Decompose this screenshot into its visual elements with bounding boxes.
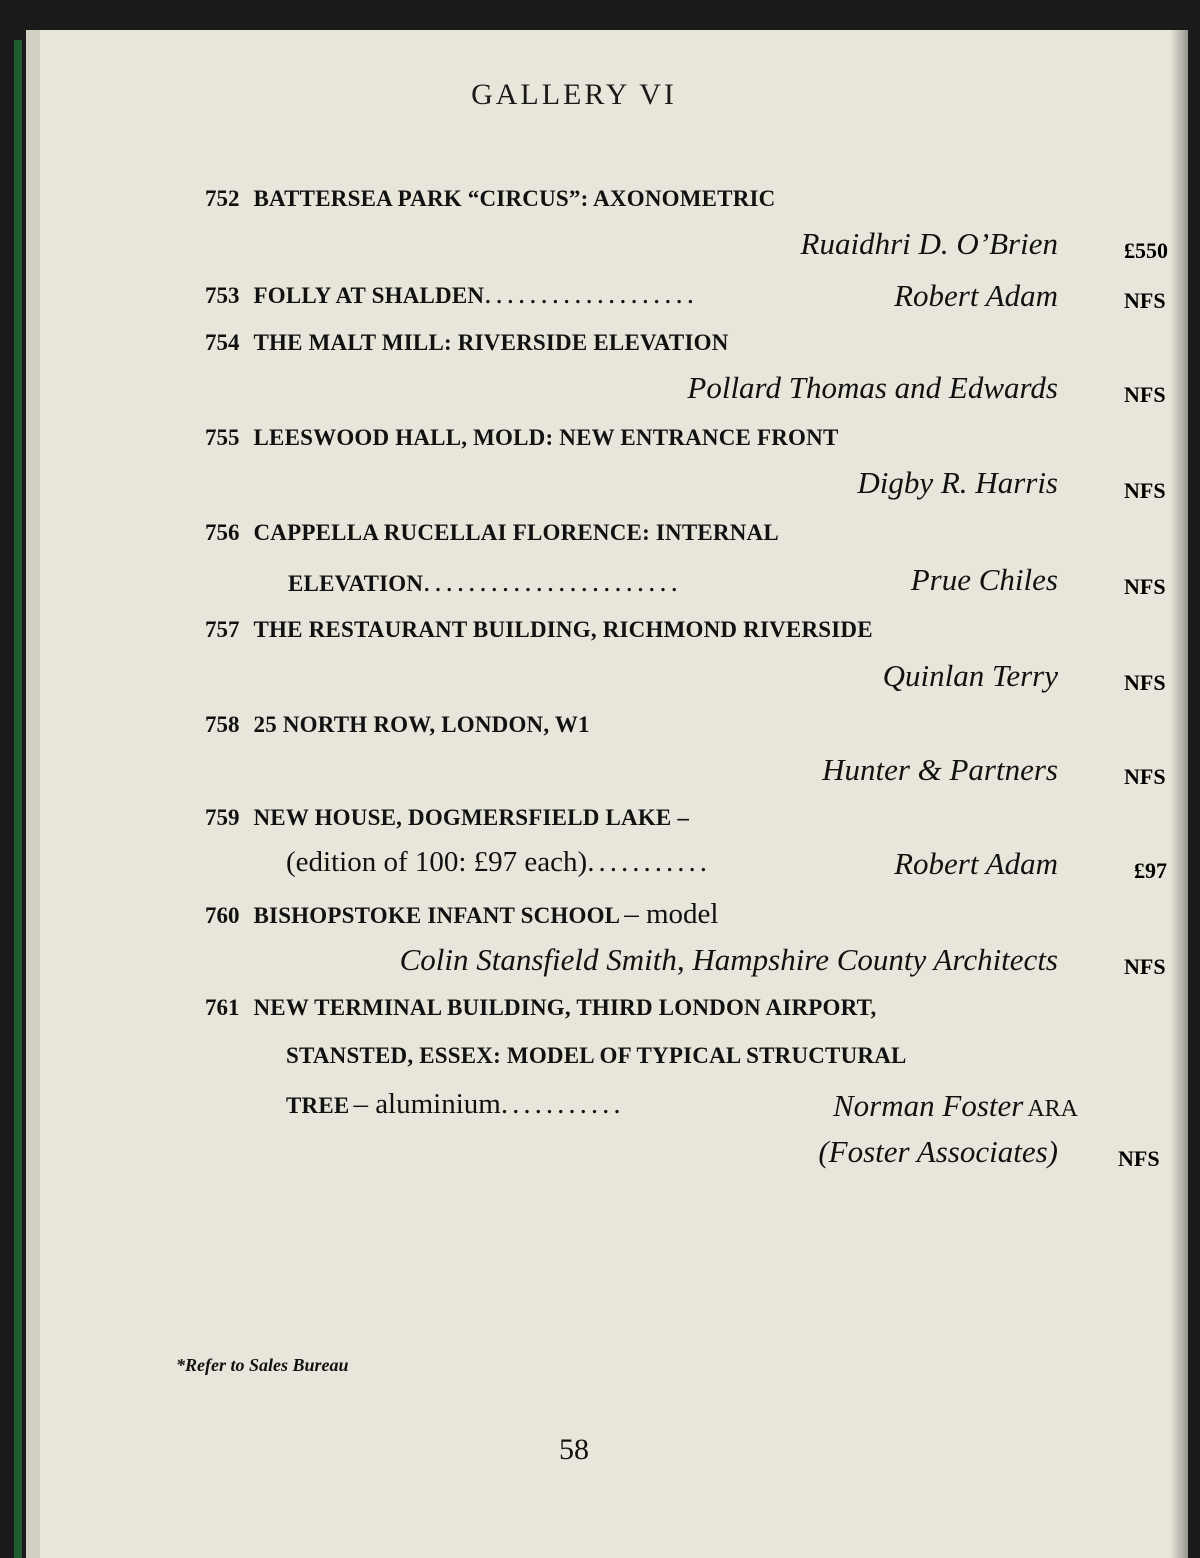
- artist-name: Hunter & Partners: [822, 752, 1058, 787]
- entry-753-artist: [894, 278, 1058, 314]
- artist-name: Digby R. Harris: [857, 465, 1058, 500]
- entry-758-heading: [205, 712, 590, 738]
- entry-title: BISHOPSTOKE INFANT SCHOOL: [253, 903, 621, 928]
- entry-number: 759: [205, 805, 240, 830]
- entry-752-price: £550: [1124, 238, 1168, 263]
- entry-title-cont: ELEVATION: [288, 571, 424, 596]
- leader-dots: .......................: [423, 566, 682, 598]
- entry-number: 758: [205, 712, 240, 737]
- entry-754-heading: [205, 330, 729, 356]
- leader-dots: ...................: [484, 278, 698, 310]
- entry-755-heading: [205, 425, 839, 451]
- entry-760-artist: [400, 942, 1058, 978]
- entry-752-heading: [205, 186, 776, 212]
- entry-756-price: NFS: [1124, 574, 1166, 599]
- artist-name: Ruaidhri D. O’Brien: [800, 226, 1058, 261]
- entry-number: 752: [205, 186, 240, 211]
- entry-757-heading: [205, 617, 873, 643]
- leader-dots: ...........: [587, 846, 711, 878]
- artist-name: Robert Adam: [894, 846, 1058, 881]
- entry-754-artist: [687, 370, 1058, 406]
- entry-number: 761: [205, 995, 240, 1020]
- page-gutter-shadow: [1170, 30, 1188, 1558]
- entry-753-heading: [205, 278, 698, 311]
- entry-title: THE MALT MILL: RIVERSIDE ELEVATION: [253, 330, 729, 355]
- book-spine-edge: [14, 40, 22, 1558]
- entry-medium: – aluminium: [353, 1088, 501, 1120]
- entry-759-artist: [894, 846, 1058, 882]
- entry-number: 753: [205, 283, 240, 308]
- entry-title: CAPPELLA RUCELLAI FLORENCE: INTERNAL: [253, 520, 779, 545]
- leader-dots: ...........: [500, 1088, 625, 1120]
- entry-757-artist: [883, 658, 1058, 694]
- entry-759-heading: [205, 805, 689, 831]
- edition-note: (edition of 100: £97 each): [286, 846, 588, 878]
- entry-number: 757: [205, 617, 240, 642]
- artist-name: Colin Stansfield Smith, Hampshire County Architects: [399, 942, 1058, 977]
- entry-755-price: NFS: [1124, 478, 1166, 503]
- entry-756-artist: [911, 562, 1058, 598]
- artist-name: Robert Adam: [894, 278, 1058, 313]
- entry-757-price: NFS: [1124, 670, 1166, 695]
- entry-number: 760: [205, 903, 240, 928]
- entry-756-heading: [205, 520, 779, 546]
- artist-firm: (Foster Associates): [818, 1134, 1058, 1169]
- entry-title-cont: STANSTED, ESSEX: MODEL OF TYPICAL STRUCTURAL: [286, 1043, 907, 1068]
- entry-medium: – model: [624, 898, 719, 930]
- artist-name: Pollard Thomas and Edwards: [687, 370, 1058, 405]
- entry-title: NEW HOUSE, DOGMERSFIELD LAKE –: [253, 805, 690, 830]
- artist-name: Quinlan Terry: [882, 658, 1058, 693]
- entry-752-artist: [801, 226, 1058, 262]
- entry-761-price: NFS: [1118, 1146, 1160, 1171]
- entry-753-price: NFS: [1124, 288, 1166, 313]
- entry-759-edition: [286, 846, 711, 879]
- entry-761-artist-cont: [818, 1134, 1058, 1170]
- artist-honour: ARA: [1027, 1096, 1078, 1122]
- entry-number: 754: [205, 330, 240, 355]
- entry-761-heading-cont2: [286, 1088, 625, 1121]
- entry-759-price: £97: [1134, 858, 1167, 883]
- entry-title: 25 NORTH ROW, LONDON, W1: [253, 712, 590, 737]
- artist-name: Norman Foster: [833, 1088, 1024, 1123]
- entry-758-artist: [822, 752, 1058, 788]
- entry-title: THE RESTAURANT BUILDING, RICHMOND RIVERSIDE: [253, 617, 873, 642]
- entry-number: 755: [205, 425, 240, 450]
- entry-758-price: NFS: [1124, 764, 1166, 789]
- entry-754-price: NFS: [1124, 382, 1166, 407]
- entry-761-heading-cont: [286, 1043, 907, 1069]
- entry-title: BATTERSEA PARK “CIRCUS”: AXONOMETRIC: [253, 186, 776, 211]
- entry-title-cont: TREE: [286, 1093, 350, 1118]
- entry-title: FOLLY AT SHALDEN: [253, 283, 485, 308]
- footnote: *Refer to Sales Bureau: [176, 1355, 349, 1375]
- entry-755-artist: [857, 465, 1058, 501]
- entry-title: LEESWOOD HALL, MOLD: NEW ENTRANCE FRONT: [253, 425, 839, 450]
- entry-number: 756: [205, 520, 240, 545]
- entry-760-price: NFS: [1124, 954, 1166, 979]
- entry-title: NEW TERMINAL BUILDING, THIRD LONDON AIRPORT,: [253, 995, 877, 1020]
- page-number: 58: [559, 1433, 589, 1466]
- entry-761-heading: [205, 995, 876, 1021]
- artist-name: Prue Chiles: [910, 562, 1058, 597]
- entry-761-artist: [833, 1088, 1078, 1124]
- page-title: GALLERY VI: [471, 78, 677, 111]
- entry-760-heading: [205, 898, 718, 931]
- entry-756-heading-cont: [288, 566, 682, 599]
